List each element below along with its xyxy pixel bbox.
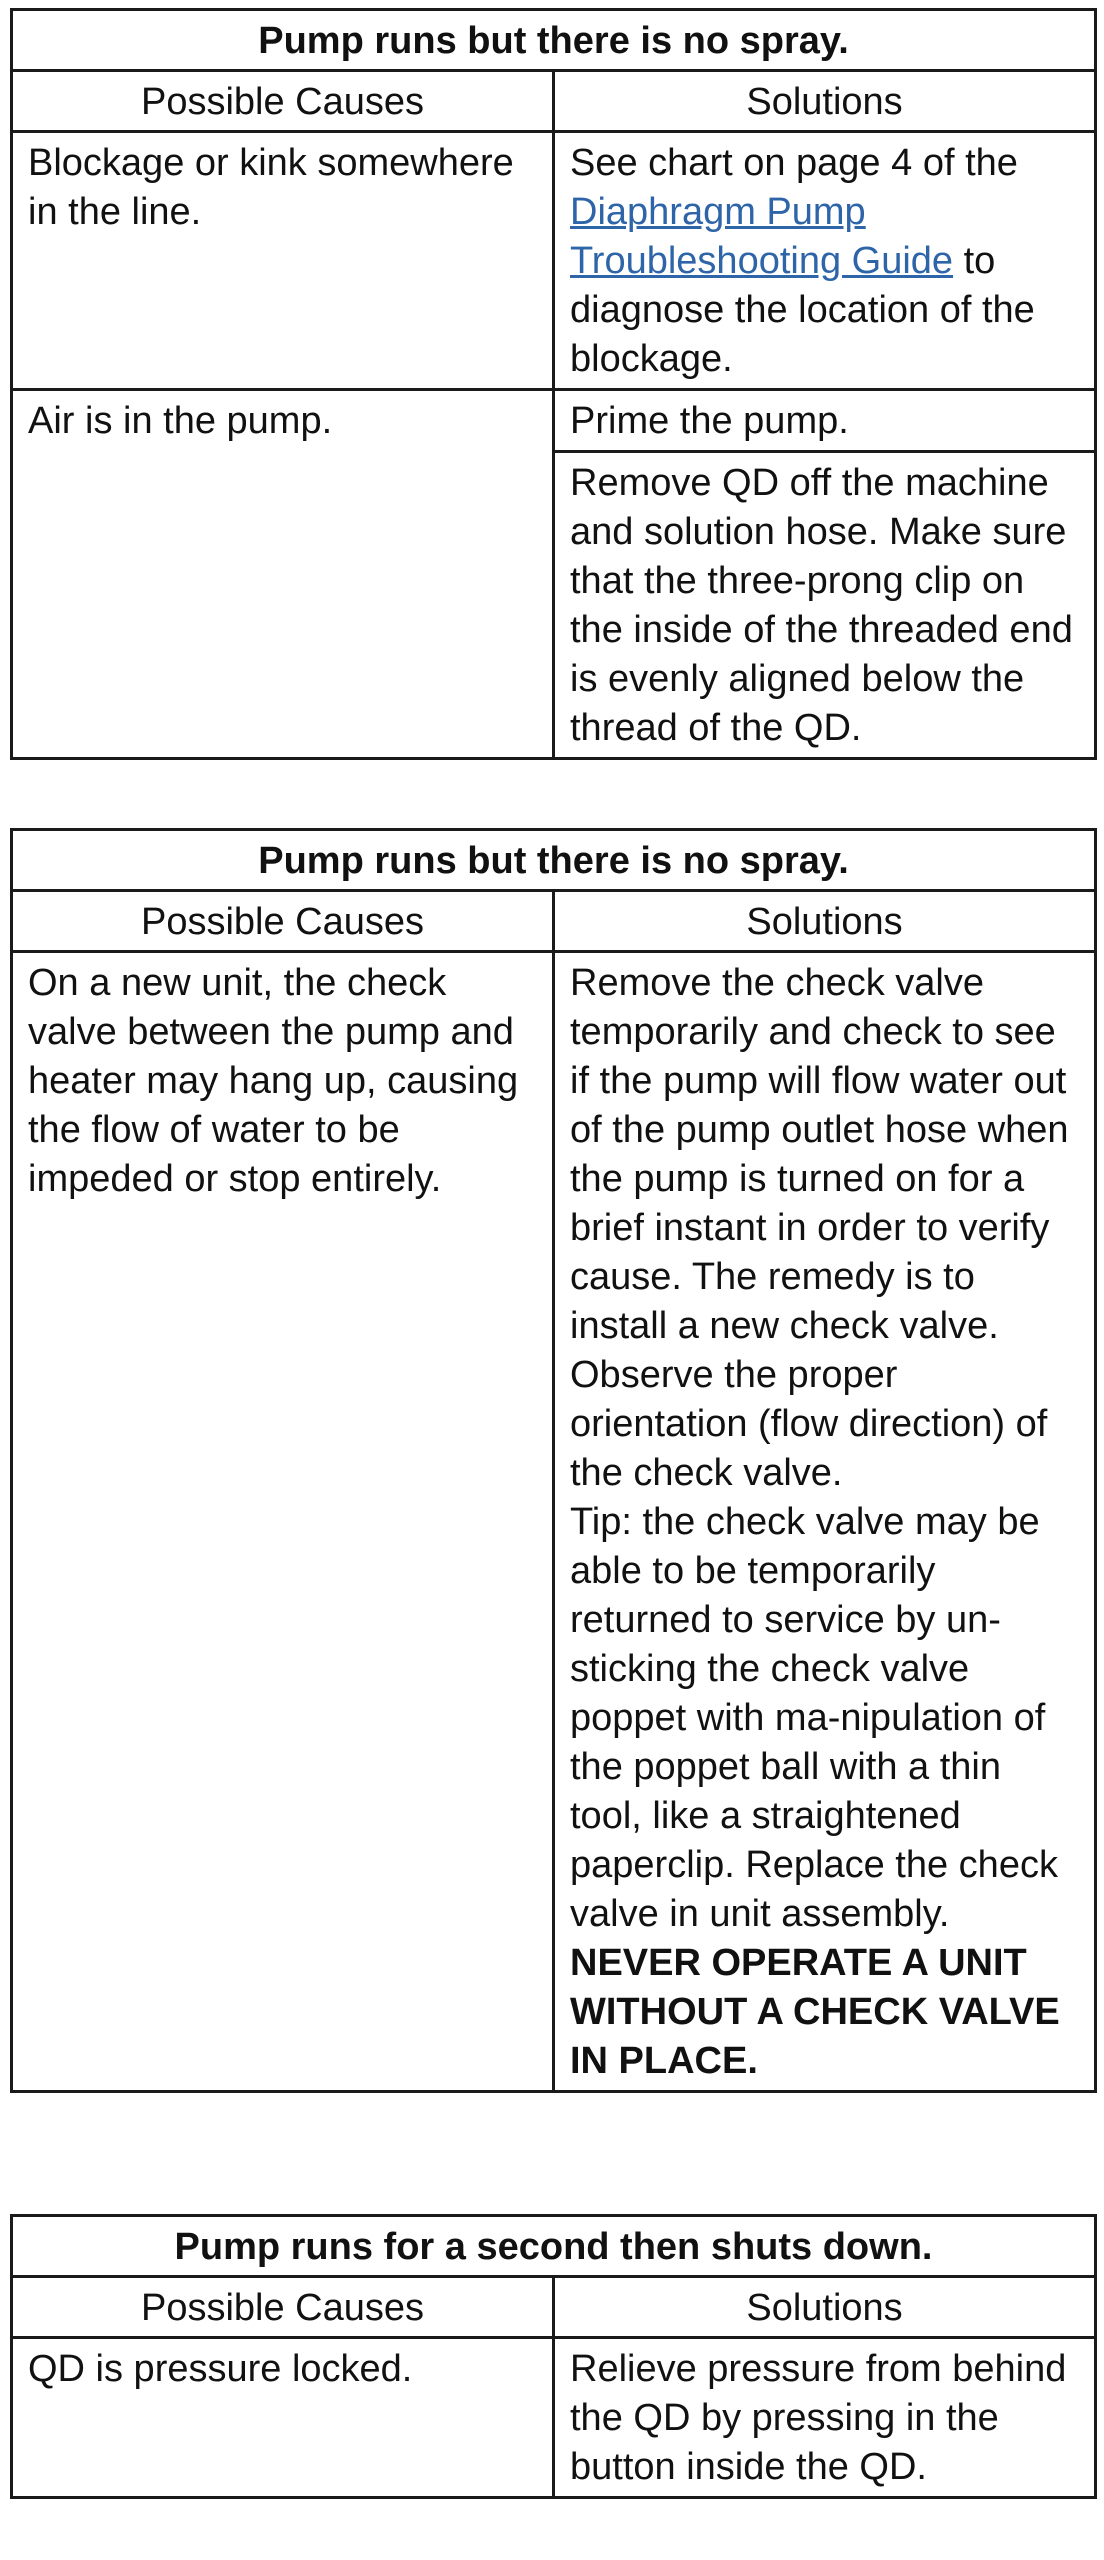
solution-text: Remove the check valve temporarily and check to see if the pump will flow water out of the pump outlet hose when the pump is turned on for a brief instant in order to verify cause. The remedy is to install a new check valve. Observe the proper orientation (flow direction) of the check valve. (570, 962, 1069, 1494)
troubleshooting-guide-link[interactable]: Diaphragm Pump Troubleshooting Guide (570, 191, 954, 282)
table-row (12, 2338, 1096, 2498)
troubleshooting-table-shuts-down (10, 2214, 1097, 2499)
table-title: Pump runs but there is no spray. (12, 830, 1096, 891)
table-row (12, 390, 1096, 452)
solution-cell: Prime the pump. (554, 390, 1096, 452)
solution-cell (554, 952, 1096, 2092)
column-header-solutions: Solutions (554, 71, 1096, 132)
column-header-causes: Possible Causes (12, 2277, 554, 2338)
table-title: Pump runs for a second then shuts down. (12, 2216, 1096, 2277)
cause-cell: Blockage or kink somewhere in the line. (12, 132, 554, 390)
solution-warning: NEVER OPERATE A UNIT WITHOUT A CHECK VALVE IN PLACE. (570, 1942, 1060, 2082)
troubleshooting-table-no-spray-1 (10, 8, 1097, 760)
column-header-solutions: Solutions (554, 2277, 1096, 2338)
solution-cell: Remove QD off the machine and solution hose. Make sure that the three-prong clip on the inside of the threaded end is evenly aligned below the thread of the QD. (554, 452, 1096, 759)
solution-text: to diagnose the location of the blockage. (570, 240, 1035, 380)
troubleshooting-table-no-spray-2 (10, 828, 1097, 2093)
table-title: Pump runs but there is no spray. (12, 10, 1096, 71)
cause-cell: QD is pressure locked. (12, 2338, 554, 2498)
solution-text: See chart on page 4 of the (570, 142, 1018, 184)
solution-cell: Relieve pressure from behind the QD by pressing in the button inside the QD. (554, 2338, 1096, 2498)
column-header-causes: Possible Causes (12, 71, 554, 132)
column-header-causes: Possible Causes (12, 891, 554, 952)
solution-tip: Tip: the check valve may be able to be temporarily returned to service by un-sticking the check valve poppet with ma-nipulation of the poppet ball with a thin tool, like a straightened paperclip. Replace the check valve in unit assembly. (570, 1501, 1058, 1935)
cause-cell: Air is in the pump. (12, 390, 554, 759)
cause-cell: On a new unit, the check valve between the pump and heater may hang up, causing the flow of water to be impeded or stop entirely. (12, 952, 554, 2092)
column-header-solutions: Solutions (554, 891, 1096, 952)
table-row (12, 132, 1096, 390)
solution-cell (554, 132, 1096, 390)
table-row (12, 952, 1096, 2092)
